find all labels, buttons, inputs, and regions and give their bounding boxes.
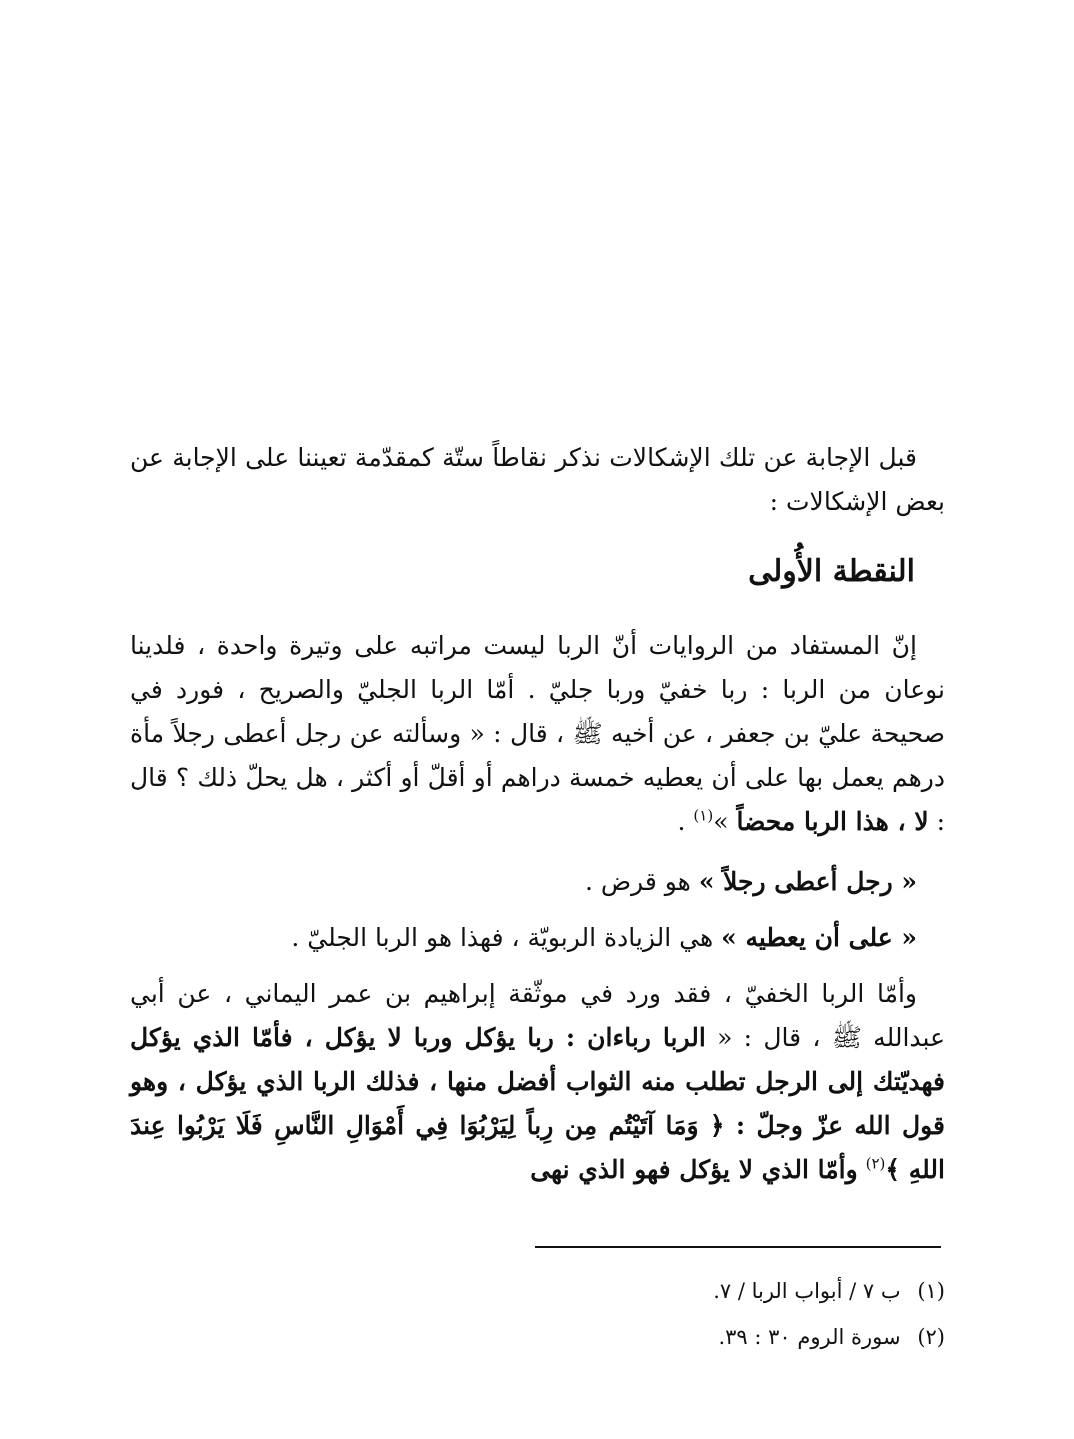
- explanation-text: هو قرض .: [584, 867, 691, 896]
- footnote-ref-2: (٢): [865, 1154, 886, 1173]
- footnote-text: سورة الروم ٣٠ : ٣٩.: [718, 1325, 901, 1349]
- period: .: [677, 807, 686, 836]
- hadith-text: الربا رباءان : ربا يؤكل وربا لا يؤكل ، فأمّا الذي يؤكل فهديّتك إلى الرجل تطلب منه الثواب أفضل منها ، فذلك الربا الذي يؤكل ، وهو قول الله عزّ وجلّ : ﴿ وَمَا آتَيْتُم مِن رِباً لِيَرْبُوَا فِي أَمْوَالِ النَّاسِ فَلَا يَرْبُوا عِندَ اللهِ ﴾: [130, 1023, 945, 1184]
- footnote-1: [500, 1268, 945, 1314]
- paragraph-text: إنّ المستفاد من الروايات أنّ الربا ليست مراتبه على وتيرة واحدة ، فلدينا نوعان من الربا : ربا خفيّ وربا جليّ . أمّا الربا الجليّ والصريح ، فورد في صحيحة عليّ بن جعفر ، عن أخيه ﷺ ، قال : « وسألته عن رجل أعطى رجلاً مأة درهم يعمل بها على أن يعطيه خمسة دراهم أو أقلّ أو أكثر ، هل يحلّ ذلك ؟ قال :: [130, 631, 945, 836]
- intro-paragraph: قبل الإجابة عن تلك الإشكالات نذكر نقاطاً ستّة كمقدّمة تعيننا على الإجابة عن بعض الإشكالات :: [130, 443, 945, 516]
- footnote-separator: [535, 1246, 941, 1248]
- footnote-number: (٢): [917, 1325, 945, 1349]
- bold-answer: لا ، هذا الربا محضاً: [736, 807, 929, 836]
- footnote-2: [500, 1314, 945, 1360]
- hadith-text-continued: وأمّا الذي لا يؤكل فهو الذي نهى: [530, 1155, 858, 1184]
- footnote-text: ب ٧ / أبواب الربا / ٧.: [713, 1279, 901, 1303]
- explanation-line-1: [130, 860, 945, 904]
- explanation-text: هي الزيادة الربويّة ، فهذا هو الربا الجليّ .: [291, 923, 714, 952]
- section-heading: النقطة الأُولى: [748, 554, 915, 589]
- footnotes: [500, 1268, 945, 1360]
- paragraph-hidden-riba: [130, 972, 945, 1192]
- quoted-phrase: « على أن يعطيه »: [721, 923, 917, 952]
- quoted-phrase: « رجل أعطى رجلاً »: [698, 867, 917, 896]
- footnote-number: (١): [917, 1279, 945, 1303]
- main-text: [130, 436, 945, 1208]
- paragraph-clear-riba: [130, 624, 945, 844]
- paragraph-text: وأمّا الربا الخفيّ ، فقد ورد في موثّقة إبراهيم بن عمر اليماني ، عن أبي عبدالله ﷺ ، قال : «: [130, 979, 946, 1052]
- explanation-line-2: [130, 916, 945, 960]
- footnote-ref-1: (١): [693, 806, 714, 825]
- quote-close: »: [713, 807, 729, 836]
